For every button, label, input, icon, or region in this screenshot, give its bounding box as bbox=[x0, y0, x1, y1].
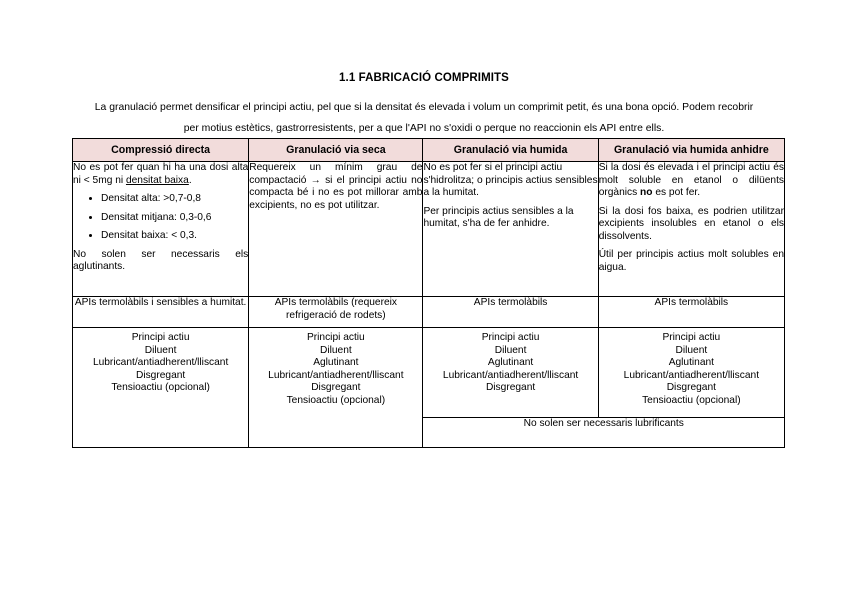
component-item: Diluent bbox=[319, 344, 352, 356]
desc-granulacio-via-humida bbox=[423, 162, 598, 297]
apis-cell: APIs termolàbils (requereix refrigeració de rodets) bbox=[249, 297, 423, 328]
component-item: Aglutinant bbox=[487, 357, 534, 368]
components-granulacio-via-seca bbox=[249, 328, 423, 448]
component-item: Principi actiu bbox=[131, 332, 190, 343]
desc-text: Per principis actius sensibles a la humitat, s'ha de fer anhidre. bbox=[423, 205, 574, 229]
component-item: Aglutinant bbox=[313, 357, 359, 368]
component-item: Tensioactiu (opcional) bbox=[642, 394, 741, 406]
desc-text: Útil per principis actius molt solubles en aigua. bbox=[598, 249, 784, 273]
components-granulacio-via-humida-anhidre bbox=[598, 328, 784, 418]
desc-granulacio-via-humida-anhidre bbox=[598, 162, 784, 297]
desc-text: No es pot fer quan hi ha una dosi alta ni < 5mg ni densitat baixa. bbox=[73, 162, 249, 186]
desc-text: No es pot fer si el principi actiu s'hidrolitza; o principis actius sensibles a la humitat. bbox=[423, 162, 598, 198]
bold-term: no bbox=[640, 187, 653, 198]
component-item: Principi actiu bbox=[306, 332, 365, 343]
header-compressio-directa: Compressió directa bbox=[73, 139, 249, 162]
components-compressio-directa bbox=[73, 328, 249, 448]
apis-cell: APIs termolàbils bbox=[598, 297, 784, 328]
underlined-term: densitat baixa bbox=[125, 174, 189, 186]
component-item: Aglutinant bbox=[668, 357, 714, 368]
component-item: Disgregant bbox=[485, 382, 536, 393]
header-granulacio-via-humida-anhidre: Granulació via humida anhidre bbox=[598, 139, 784, 162]
component-item: Lubricant/antiadherent/lliscant bbox=[623, 369, 760, 381]
header-row bbox=[73, 139, 785, 162]
component-item: Tensioactiu (opcional) bbox=[286, 394, 386, 406]
desc-text: Requereix un mínim grau de compactació → si el principi actiu no compacta bé i no es pot millorar amb excipients, no es pot utilitzar. bbox=[249, 162, 423, 211]
component-item: Disgregant bbox=[666, 382, 716, 393]
list-item: • Densitat alta: >0,7-0,8 bbox=[101, 193, 248, 206]
component-item: Lubricant/antiadherent/lliscant bbox=[442, 369, 579, 381]
component-item: Disgregant bbox=[311, 382, 361, 393]
desc-text: No solen ser necessaris els aglutinants. bbox=[73, 248, 249, 272]
component-item: Lubricant/antiadherent/lliscant bbox=[268, 369, 404, 381]
apis-cell: APIs termolàbils bbox=[423, 297, 598, 328]
lubricants-note: No solen ser necessaris lubrificants bbox=[423, 418, 785, 448]
components-granulacio-via-humida bbox=[423, 328, 598, 418]
component-item: Lubricant/antiadherent/lliscant bbox=[92, 357, 229, 368]
list-item: • Densitat mitjana: 0,3-0,6 bbox=[101, 212, 248, 225]
comparison-table bbox=[72, 138, 785, 448]
header-granulacio-via-humida: Granulació via humida bbox=[423, 139, 598, 162]
density-list bbox=[73, 193, 248, 243]
header-granulacio-via-seca: Granulació via seca bbox=[249, 139, 423, 162]
component-item: Disgregant bbox=[135, 369, 186, 381]
component-item: Principi actiu bbox=[662, 332, 721, 343]
desc-text: Si la dosi fos baixa, es podrien utilitzar excipients insolubles en etanol o els dissolvents. bbox=[598, 205, 784, 242]
page-title: 1.1 FABRICACIÓ COMPRIMITS bbox=[339, 72, 509, 84]
component-item: Diluent bbox=[494, 344, 527, 356]
list-item: • Densitat baixa: < 0,3. bbox=[101, 230, 248, 243]
intro-paragraph bbox=[66, 97, 782, 139]
desc-compressio-directa bbox=[73, 162, 249, 297]
component-item: Diluent bbox=[675, 344, 708, 356]
intro-line-2: per motius estètics, gastrorresistents, per a que l'API no s'oxidi o perque no reaccionin els API entre ells. bbox=[183, 123, 665, 134]
component-item: Tensioactiu (opcional) bbox=[111, 382, 210, 393]
component-item: Principi actiu bbox=[481, 332, 540, 343]
components-row bbox=[73, 328, 785, 418]
apis-row bbox=[73, 297, 785, 328]
description-row bbox=[73, 162, 785, 297]
desc-granulacio-via-seca bbox=[249, 162, 423, 297]
component-item: Diluent bbox=[144, 344, 177, 356]
desc-text: Si la dosi és elevada i el principi actiu és molt soluble en etanol o dilüents orgànics no es pot fer. bbox=[598, 162, 784, 198]
intro-line-1: La granulació permet densificar el principi actiu, pel que si la densitat és elevada i volum un comprimit petit, és una bona opció. Podem recobrir bbox=[94, 102, 754, 113]
apis-cell: APIs termolàbils i sensibles a humitat. bbox=[73, 297, 249, 328]
